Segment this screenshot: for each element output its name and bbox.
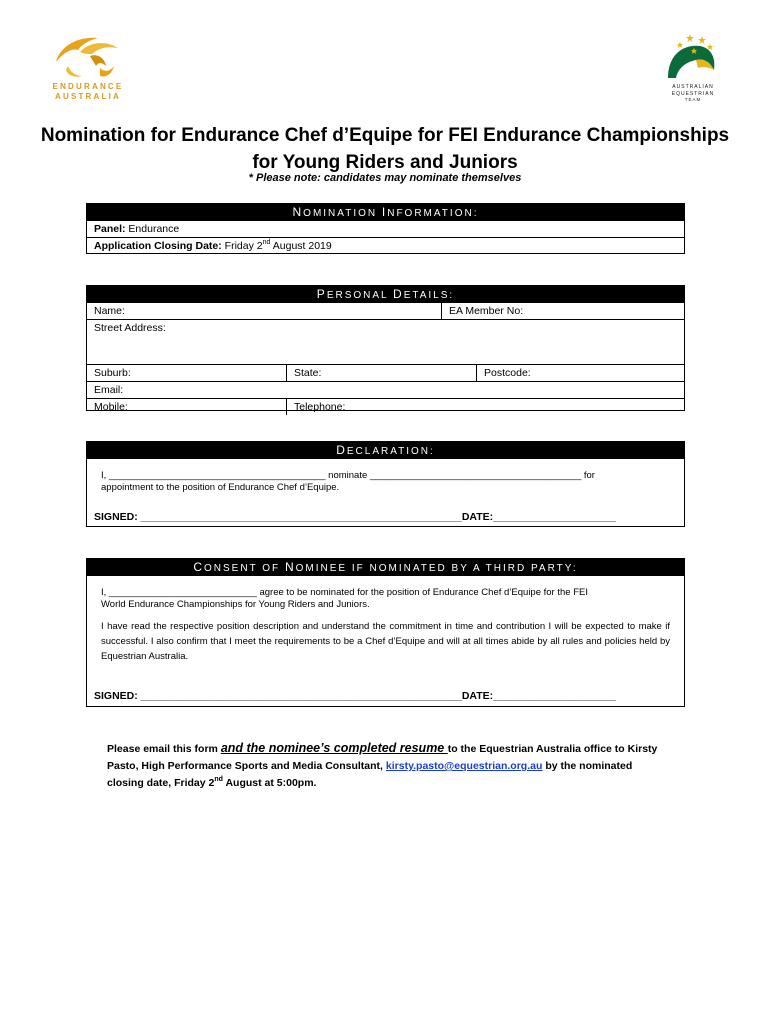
declaration-line1[interactable]: I, _________________________________________ nominate ________________________________________ for — [101, 470, 595, 481]
name-row — [87, 303, 684, 319]
submission-instructions: Please email this form and the nominee’s completed resume to the Equestrian Australia office to Kirsty Pasto, High Performance Sports and Media Consultant, kirsty.pasto@equestrian.org.au by the nominated closing date, Friday 2nd August at 5:00pm. — [107, 741, 658, 789]
suburb-row — [87, 364, 684, 381]
closing-date-row: Application Closing Date: Friday 2nd August 2019 — [87, 237, 684, 254]
suburb-field[interactable]: Suburb: — [94, 367, 131, 379]
logo-text-line3: TEAM — [684, 97, 702, 102]
horse-stars-logo-icon — [660, 30, 726, 84]
logo-text-line2: AUSTRALIA — [54, 92, 122, 101]
email-link[interactable]: kirsty.pasto@equestrian.org.au — [385, 760, 543, 772]
declaration-section — [86, 441, 685, 527]
endurance-australia-logo — [46, 32, 130, 104]
resume-emphasis: and the nominee’s completed resume — [220, 741, 448, 755]
panel-row: Panel: Endurance — [94, 223, 180, 235]
email-field[interactable]: Email: — [87, 381, 684, 398]
self-nomination-note: * Please note: candidates may nominate themselves — [248, 172, 522, 184]
consent-signature-line[interactable]: SIGNED: _______________________________________________________DATE:_____________________ — [94, 690, 616, 702]
consent-section — [86, 558, 685, 707]
personal-details-section — [86, 285, 685, 411]
page-title: Nomination for Endurance Chef d’Equipe for FEI Endurance Championships for Young Riders and Juniors — [40, 125, 730, 173]
horse-head-logo-icon — [50, 32, 126, 80]
section-header: DECLARATION: — [87, 442, 684, 459]
telephone-field[interactable]: Telephone: — [286, 399, 684, 415]
nomination-information-section — [86, 203, 685, 254]
logo-text-line2: EQUESTRIAN — [671, 91, 715, 97]
section-header: NOMINATION INFORMATION: — [87, 204, 684, 221]
postcode-field[interactable]: Postcode: — [476, 365, 684, 381]
logo-text-line1: AUSTRALIAN — [672, 84, 714, 90]
mobile-field[interactable]: Mobile: — [94, 401, 128, 413]
section-header: PERSONAL DETAILS: — [87, 286, 684, 303]
australian-equestrian-team-logo — [660, 30, 726, 104]
name-field[interactable]: Name: — [94, 305, 125, 317]
consent-paragraph: I have read the respective position description and understand the commitment in time and contribution I will be expected to make if successful. I also confirm that I meet the requirements to be a Chef d’Equipe and will at all times abide by all rules and policies held by Equestrian Australia. — [101, 621, 670, 662]
phone-row — [87, 398, 684, 415]
declaration-signature-line[interactable]: SIGNED: _______________________________________________________DATE:_____________________ — [94, 511, 616, 523]
logo-text-line1: ENDURANCE — [52, 82, 124, 91]
consent-line1[interactable]: I, ____________________________ agree to be nominated for the position of Endurance Chef d’Equipe for the FEI — [101, 587, 588, 598]
declaration-line2: appointment to the position of Endurance Chef d’Equipe. — [101, 482, 340, 493]
consent-line2: World Endurance Championships for Young Riders and Juniors. — [101, 599, 370, 610]
ea-member-field[interactable]: EA Member No: — [441, 303, 684, 319]
street-address-field[interactable]: Street Address: — [87, 319, 684, 364]
section-header: CONSENT OF NOMINEE IF NOMINATED BY A THIRD PARTY: — [87, 559, 684, 576]
state-field[interactable]: State: — [286, 365, 476, 381]
